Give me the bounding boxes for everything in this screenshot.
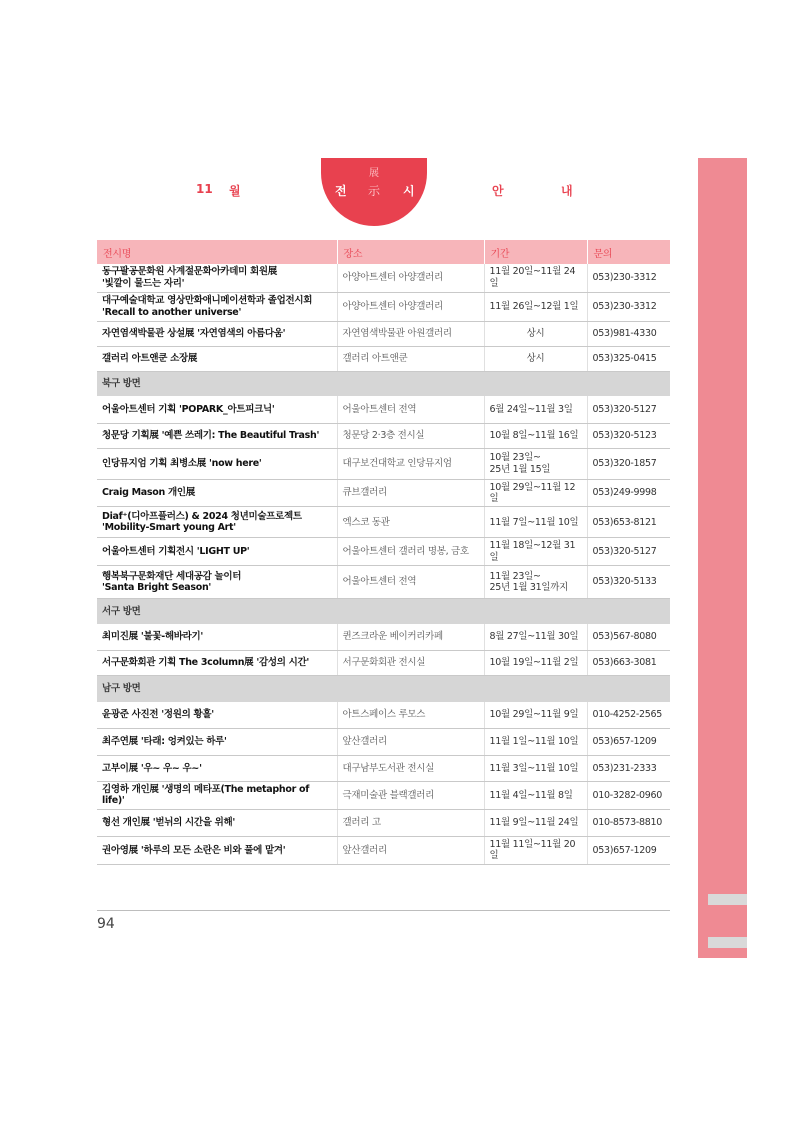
table-row xyxy=(97,836,670,864)
exhibition-venue: 아트스페이스 루모스 xyxy=(337,702,484,729)
exhibition-name xyxy=(97,809,337,836)
exhibition-contact: 053)981-4330 xyxy=(587,321,670,346)
exhibition-contact: 053)567-8080 xyxy=(587,624,670,651)
exhibition-venue: 아양아트센터 아양갤러리 xyxy=(337,292,484,321)
badge-char-left: 전 xyxy=(335,184,347,198)
exhibition-venue: 극재미술관 블랙갤러리 xyxy=(337,782,484,810)
table-row xyxy=(97,479,670,507)
exhibition-period: 10월 8일~11월 16일 xyxy=(484,423,587,448)
exhibition-contact: 053)320-5127 xyxy=(587,538,670,566)
exhibition-period: 상시 xyxy=(484,321,587,346)
side-index-tab xyxy=(708,894,747,905)
exhibition-period: 10월 29일~11월 9일 xyxy=(484,702,587,729)
exhibition-title: Craig Mason 개인展 xyxy=(102,487,195,499)
exhibition-title: 대구예술대학교 영상만화애니메이션학과 졸업전시회 xyxy=(102,295,313,307)
table-row xyxy=(97,396,670,423)
exhibition-subtitle: 'Santa Bright Season' xyxy=(102,582,212,594)
exhibition-venue: 갤러리 아트앤쿤 xyxy=(337,346,484,371)
exhibition-contact: 053)325-0415 xyxy=(587,346,670,371)
exhibition-title: 형선 개인展 '벋뉘의 시간을 위해' xyxy=(102,817,235,829)
table-row xyxy=(97,321,670,346)
section-label: 남구 방면 xyxy=(97,676,670,702)
column-header-venue: 장소 xyxy=(337,240,484,264)
exhibition-period: 11월 23일~ 25년 1월 31일까지 xyxy=(484,566,587,599)
exhibition-name xyxy=(97,566,337,599)
exhibition-name xyxy=(97,396,337,423)
section-row xyxy=(97,599,670,624)
table-row xyxy=(97,756,670,782)
exhibition-name xyxy=(97,729,337,756)
badge-hanja-top: 展 xyxy=(369,168,379,179)
exhibition-contact: 053)657-1209 xyxy=(587,729,670,756)
exhibition-venue: 앞산갤러리 xyxy=(337,729,484,756)
exhibition-venue: 큐브갤러리 xyxy=(337,479,484,507)
side-color-bar xyxy=(698,158,747,958)
exhibition-contact: 053)320-5133 xyxy=(587,566,670,599)
exhibition-venue: 아양아트센터 아양갤러리 xyxy=(337,264,484,292)
exhibition-name xyxy=(97,782,337,810)
exhibition-venue: 자연염색박물관 아원갤러리 xyxy=(337,321,484,346)
exhibition-name xyxy=(97,624,337,651)
exhibition-title: 권아영展 '하루의 모든 소란은 비와 풀에 맡겨' xyxy=(102,844,286,856)
exhibition-venue: 엑스코 동관 xyxy=(337,507,484,538)
badge-char-right: 시 xyxy=(403,184,415,198)
header-month-word: 월 xyxy=(229,184,241,198)
exhibition-title: Diaf⁺(디아프플러스) & 2024 청년미술프로젝트 xyxy=(102,510,302,522)
column-header-period: 기간 xyxy=(484,240,587,264)
exhibition-subtitle: '빛깔이 물드는 자리' xyxy=(102,277,185,289)
exhibition-title: 고부이展 '우~ 우~ 우~' xyxy=(102,762,202,774)
exhibition-title: 인당뮤지엄 기획 최병소展 'now here' xyxy=(102,457,262,469)
exhibition-period: 10월 29일~11월 12일 xyxy=(484,479,587,507)
exhibition-subtitle: 'Mobility-Smart young Art' xyxy=(102,522,236,534)
exhibition-name xyxy=(97,507,337,538)
exhibition-venue: 청문당 2·3층 전시실 xyxy=(337,423,484,448)
exhibition-period: 11월 3일~11월 10일 xyxy=(484,756,587,782)
exhibition-name xyxy=(97,651,337,676)
exhibition-contact: 053)663-3081 xyxy=(587,651,670,676)
table-row xyxy=(97,566,670,599)
exhibition-contact: 053)230-3312 xyxy=(587,264,670,292)
exhibition-contact: 010-4252-2565 xyxy=(587,702,670,729)
exhibition-contact: 053)320-5123 xyxy=(587,423,670,448)
exhibition-period: 10월 23일~ 25년 1월 15일 xyxy=(484,448,587,479)
table-row xyxy=(97,729,670,756)
exhibition-title: 동구팔공문화원 사계절문화아카데미 회원展 xyxy=(102,266,278,278)
exhibition-venue: 퀸즈크라운 베이커리카페 xyxy=(337,624,484,651)
exhibition-name xyxy=(97,346,337,371)
exhibition-period: 11월 18일~12월 31일 xyxy=(484,538,587,566)
exhibition-title: 행복북구문화재단 세대공감 놀이터 xyxy=(102,570,242,582)
table-row xyxy=(97,538,670,566)
table-row xyxy=(97,624,670,651)
exhibition-venue: 어울아트센터 전역 xyxy=(337,566,484,599)
exhibition-name xyxy=(97,538,337,566)
exhibition-contact: 053)657-1209 xyxy=(587,836,670,864)
table-body xyxy=(97,264,670,864)
exhibition-table xyxy=(97,240,670,865)
exhibition-contact: 053)653-8121 xyxy=(587,507,670,538)
page-number: 94 xyxy=(97,916,115,932)
exhibition-period: 11월 11일~11월 20일 xyxy=(484,836,587,864)
exhibition-name xyxy=(97,756,337,782)
exhibition-title: 서구문화회관 기획 The 3column展 '감성의 시간' xyxy=(102,657,309,669)
exhibition-title: 윤광준 사진전 '정원의 황홀' xyxy=(102,709,214,721)
exhibition-title: 김영하 개인展 '생명의 메타포(The metaphor of life)' xyxy=(102,784,310,807)
column-header-name: 전시명 xyxy=(97,240,337,264)
exhibition-subtitle: 'Recall to another universe' xyxy=(102,306,242,318)
exhibition-period: 8월 27일~11월 30일 xyxy=(484,624,587,651)
section-label: 북구 방면 xyxy=(97,371,670,396)
table-row xyxy=(97,809,670,836)
exhibition-venue: 서구문화회관 전시실 xyxy=(337,651,484,676)
exhibition-venue: 대구보건대학교 인당뮤지엄 xyxy=(337,448,484,479)
exhibition-title: 어울아트센터 기획 'POPARK_아트피크닉' xyxy=(102,403,275,415)
exhibition-period: 10월 19일~11월 2일 xyxy=(484,651,587,676)
exhibition-period: 11월 1일~11월 10일 xyxy=(484,729,587,756)
exhibition-venue: 대구남부도서관 전시실 xyxy=(337,756,484,782)
table-row xyxy=(97,292,670,321)
section-label: 서구 방면 xyxy=(97,599,670,624)
badge-char-mid: 示 xyxy=(368,184,381,198)
side-index-tab xyxy=(708,937,747,948)
exhibition-contact: 010-8573-8810 xyxy=(587,809,670,836)
exhibition-period: 11월 7일~11월 10일 xyxy=(484,507,587,538)
exhibition-name xyxy=(97,702,337,729)
table-row xyxy=(97,507,670,538)
exhibition-title: 자연염색박물관 상설展 '자연염색의 아름다움' xyxy=(102,327,286,339)
exhibition-title: 최미진展 '불꽃-해바라기' xyxy=(102,631,203,643)
exhibition-contact: 053)320-1857 xyxy=(587,448,670,479)
exhibition-name xyxy=(97,292,337,321)
exhibition-period: 11월 4일~11월 8일 xyxy=(484,782,587,810)
exhibition-title: 갤러리 아트앤쿤 소장展 xyxy=(102,352,198,364)
exhibition-venue: 갤러리 고 xyxy=(337,809,484,836)
exhibition-period: 11월 9일~11월 24일 xyxy=(484,809,587,836)
exhibition-contact: 010-3282-0960 xyxy=(587,782,670,810)
exhibition-name xyxy=(97,479,337,507)
exhibition-name xyxy=(97,836,337,864)
table-row xyxy=(97,423,670,448)
table-row xyxy=(97,448,670,479)
exhibition-venue: 앞산갤러리 xyxy=(337,836,484,864)
exhibition-name xyxy=(97,448,337,479)
table-row xyxy=(97,782,670,810)
header-word-an: 안 xyxy=(492,184,504,198)
exhibition-name xyxy=(97,321,337,346)
exhibition-contact: 053)231-2333 xyxy=(587,756,670,782)
section-row xyxy=(97,371,670,396)
exhibition-period: 6월 24일~11월 3일 xyxy=(484,396,587,423)
exhibition-title: 어울아트센터 기획전시 'LIGHT UP' xyxy=(102,545,250,557)
exhibition-contact: 053)249-9998 xyxy=(587,479,670,507)
table-row xyxy=(97,346,670,371)
exhibition-contact: 053)320-5127 xyxy=(587,396,670,423)
table-row xyxy=(97,651,670,676)
exhibition-title: 청문당 기획展 '예쁜 쓰레기: The Beautiful Trash' xyxy=(102,429,320,441)
table-header-row xyxy=(97,240,670,264)
header-word-nae: 내 xyxy=(561,184,573,198)
exhibition-period: 11월 20일~11월 24일 xyxy=(484,264,587,292)
exhibition-title: 최주연展 '타래: 엉켜있는 하루' xyxy=(102,736,227,748)
exhibition-period: 상시 xyxy=(484,346,587,371)
table-bottom-rule xyxy=(97,910,670,911)
exhibition-contact: 053)230-3312 xyxy=(587,292,670,321)
column-header-contact: 문의 xyxy=(593,248,613,260)
section-row xyxy=(97,676,670,702)
header-month-number: 11 xyxy=(196,182,213,196)
exhibition-name xyxy=(97,264,337,292)
table-row xyxy=(97,264,670,292)
exhibition-venue: 어울아트센터 갤러리 명봉, 금호 xyxy=(337,538,484,566)
exhibition-venue: 어울아트센터 전역 xyxy=(337,396,484,423)
exhibition-period: 11월 26일~12월 1일 xyxy=(484,292,587,321)
exhibition-name xyxy=(97,423,337,448)
table-row xyxy=(97,702,670,729)
